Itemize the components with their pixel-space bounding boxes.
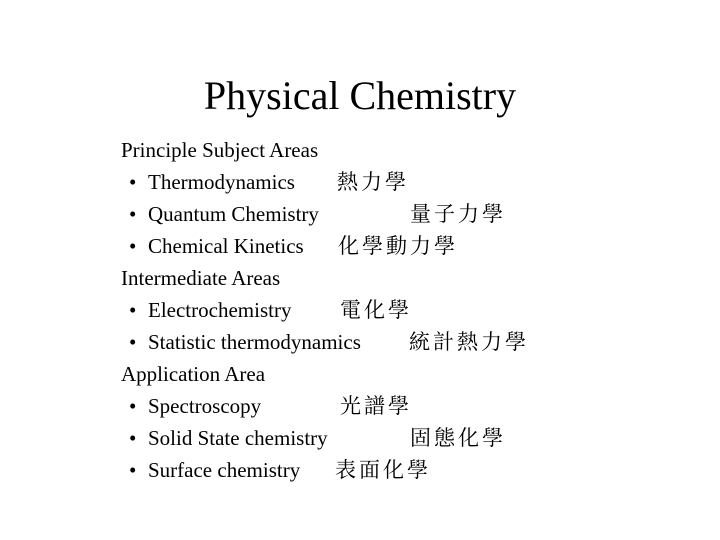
- topic-chinese: 固態化學: [410, 426, 506, 450]
- bullet: •: [129, 330, 137, 354]
- bullet: •: [129, 202, 137, 226]
- topic-english: Spectroscopy: [148, 394, 262, 418]
- topic-english: Solid State chemistry: [148, 426, 328, 450]
- list-item-statistic-thermodynamics: [121, 326, 711, 358]
- topic-english: Thermodynamics: [148, 170, 295, 194]
- section-heading-principle-subject-areas: Principle Subject Areas: [121, 138, 319, 162]
- topic-chinese: 電化學: [340, 298, 412, 322]
- topic-english: Quantum Chemistry: [148, 202, 319, 226]
- topic-english: Surface chemistry: [148, 458, 301, 482]
- topic-chinese: 統計熱力學: [409, 330, 529, 354]
- slide-title: Physical Chemistry: [203, 73, 517, 118]
- bullet: •: [129, 298, 137, 322]
- bullet: •: [129, 394, 137, 418]
- topic-chinese: 光譜學: [340, 394, 412, 418]
- slide-body: [121, 134, 711, 486]
- bullet: •: [129, 426, 137, 450]
- topic-english: Chemical Kinetics: [148, 234, 304, 258]
- topic-chinese: 熱力學: [337, 170, 409, 194]
- topic-english: Statistic thermodynamics: [148, 330, 361, 354]
- list-item-electrochemistry: [121, 294, 711, 326]
- section-heading-application-area: Application Area: [121, 362, 266, 386]
- bullet: •: [129, 170, 137, 194]
- topic-chinese: 化學動力學: [338, 234, 458, 258]
- list-item-surface-chemistry: [121, 454, 711, 486]
- topic-chinese: 表面化學: [335, 458, 431, 482]
- topic-chinese: 量子力學: [410, 202, 506, 226]
- list-item-spectroscopy: [121, 390, 711, 422]
- bullet: •: [129, 234, 137, 258]
- topic-english: Electrochemistry: [148, 298, 292, 322]
- list-item-quantum-chemistry: [121, 198, 711, 230]
- bullet: •: [129, 458, 137, 482]
- section-heading-intermediate-areas: Intermediate Areas: [121, 266, 281, 290]
- list-item-solid-state-chemistry: [121, 422, 711, 454]
- list-item-thermodynamics: [121, 166, 711, 198]
- list-item-chemical-kinetics: [121, 230, 711, 262]
